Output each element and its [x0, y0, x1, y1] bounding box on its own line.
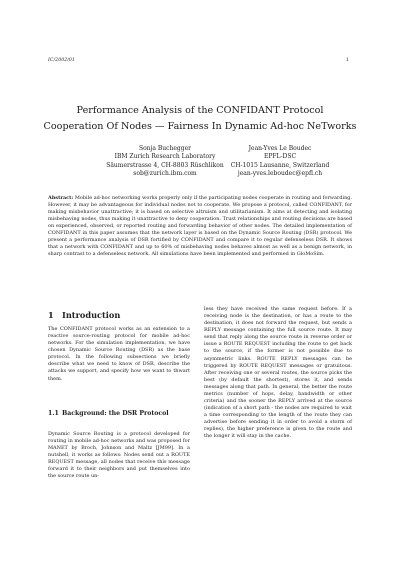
author-name: Jean-Yves Le Boudec [248, 145, 312, 152]
subsection-1-1-body: Dynamic Source Routing is a protocol developed for routing in mobile ad-hoc networks and was proposed for MANET by Broch, Johnson and Maltz [JM99]. In a nutshell, it works as follows: Nodes send out a ROUTE REQUEST message, all nodes that receive this message forward it to their neighbors and put themselves into the source route un- [48, 431, 190, 480]
author-name: Sonja Buchegger [138, 145, 192, 152]
section-heading [48, 310, 120, 320]
right-column-body: less they have received the same request before. If a receiving node is the destination, or has a route to the destination, it does not forward the request, but sends a REPLY message containing the full source route. It may send that reply along the source route in reverse order or issue a ROUTE REQUEST including the route to get back to the source, if the former is not possible due to asymmetric links. ROUTE REPLY messages can be triggered by ROUTE REQUEST messages or gratuitous. After receiving one or several routes, the source picks the best (by default the shortest), stores it, and sends messages along that path. In general, the better the route metrics (number of hops, delay, bandwidth or other criteria) and the sooner the REPLY arrived at the source (indication of a short path - the nodes are required to wait a time corresponding to the length of the route they can advertise before sending it in order to avoid a storm of replies), the higher preference is given to the route and the longer it will stay in the cache. [204, 306, 352, 440]
section-number: 1 [48, 310, 54, 320]
author-address: CH-1015 Lausanne, Switzerland [230, 161, 330, 169]
abstract-text: Mobile ad-hoc networking works properly only if the participating nodes cooperate in routing and forwarding. However, it may be advantageous for individual nodes not to cooperate. We propose a protocol, called CONFIDANT, for making misbehavior unattractive; it is based on selective altruism and utilitarianism. It aims at detecting and isolating misbehaving nodes, thus making it unattractive to deny cooperation. Trust relationships and routing decisions are based on experienced, observed, or reported routing and forwarding behavior of other nodes. The detailed implementation of CONFIDANT in this paper assumes that the network layer is based on the Dynamic Source Routing (DSR) protocol. We present a performance analysis of DSR fortified by CONFIDANT and compare it to regular defenseless DSR. It shows that a network with CONFIDANT and up to 60% of misbehaving nodes behaves almost as well as a benign network, in sharp contrast to a defenseless network. All simulations have been implemented and performed in GloMoSim. [48, 195, 352, 258]
abstract [48, 195, 352, 258]
author-affiliation: IBM Zurich Research Laboratory [114, 153, 216, 161]
subsection-number: 1.1 [48, 410, 59, 417]
author-address: Säumerstrasse 4, CH-8803 Rüschlikon [106, 161, 224, 169]
author-block-2 [195, 145, 365, 179]
paper-title-line-2: Cooperation Of Nodes — Fairness In Dynamic Ad-hoc NeTworks [43, 121, 357, 132]
subsection-title: Background: the DSR Protocol [62, 410, 169, 417]
paper-title-line-1: Performance Analysis of the CONFIDANT Protocol [76, 105, 324, 116]
page-number: 1 [346, 58, 349, 63]
abstract-label: Abstract: [48, 195, 74, 201]
subsection-heading [48, 410, 169, 417]
author-email: sob@zurich.ibm.com [133, 170, 197, 178]
author-affiliation: EPFL-DSC [263, 153, 297, 161]
section-title: Introduction [62, 310, 121, 320]
author-email: jean-yves.leboudec@epfl.ch [237, 170, 323, 178]
running-header: IC/2002/01 [48, 58, 75, 63]
section-1-body: The CONFIDANT protocol works as an extension to a reactive source-routing protocol for mobile ad-hoc networks. For the simulation implementation, we have chosen Dynamic Source Routing (DSR) as the base protocol. In the following subsections we briefly describe what we need to know of DSR, describe the attacks we support, and specify how we want to thwart them. [48, 326, 190, 382]
